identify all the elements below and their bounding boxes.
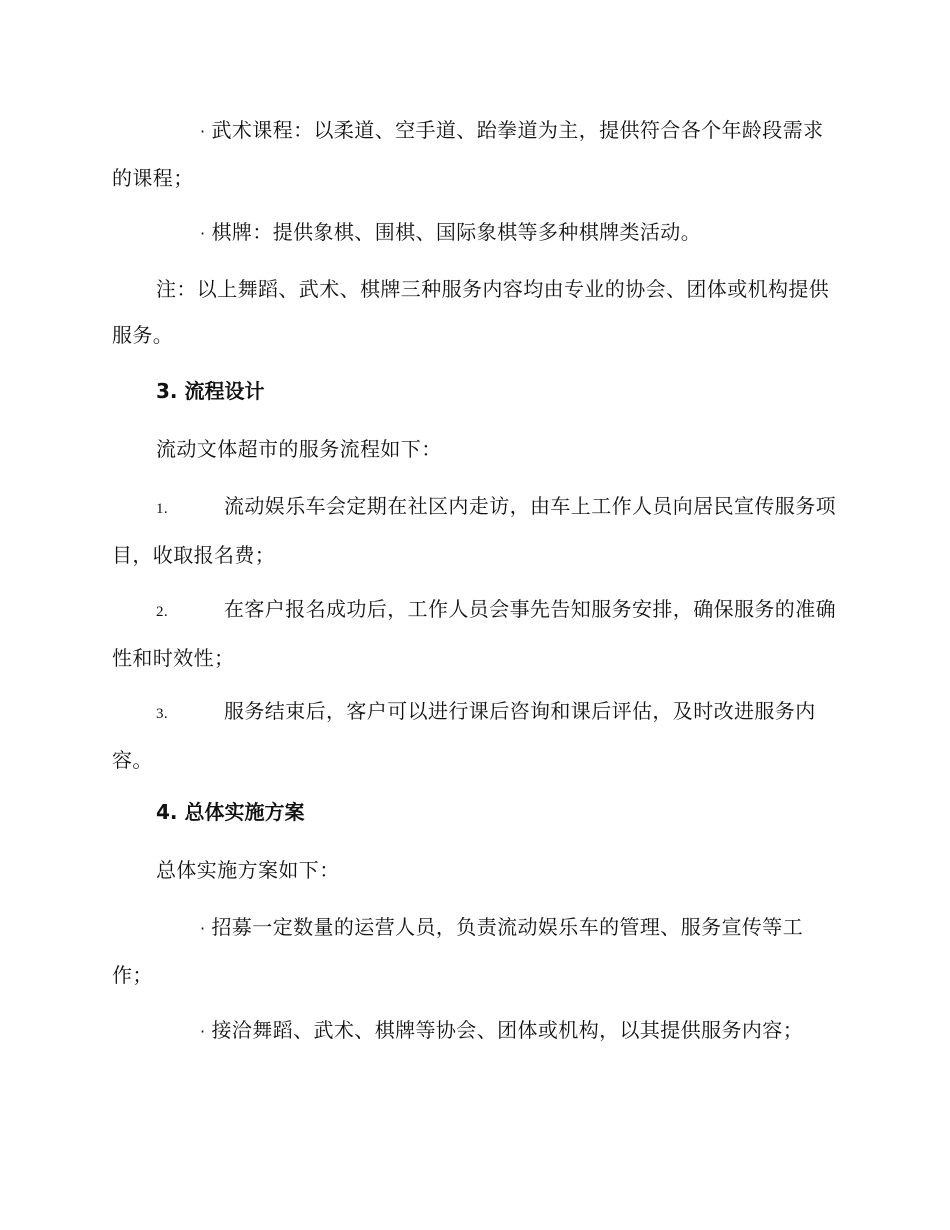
- section-heading-process-design: 3. 流程设计: [156, 379, 265, 403]
- section3-intro: [112, 426, 837, 472]
- paragraph-text: 流动文体超市的服务流程如下：: [156, 437, 442, 461]
- numbered-step-3: [112, 688, 837, 783]
- note-paragraph: [112, 266, 837, 358]
- section-heading-implementation-plan: 4. 总体实施方案: [156, 800, 305, 824]
- paragraph-text: 总体实施方案如下：: [156, 858, 340, 882]
- step-text: 流动娱乐车会定期在社区内走访，由车上工作人员向居民宣传服务项目，收取报名费；: [112, 494, 836, 567]
- bullet-marker: ·: [200, 919, 206, 938]
- numbered-step-2: [112, 586, 837, 681]
- paragraph-text: 接洽舞蹈、武术、棋牌等协会、团体或机构，以其提供服务内容；: [211, 1018, 804, 1042]
- paragraph-text: 招募一定数量的运营人员，负责流动娱乐车的管理、服务宣传等工作；: [112, 915, 804, 987]
- step-text: 在客户报名成功后，工作人员会事先告知服务安排，确保服务的准确性和时效性；: [112, 597, 836, 670]
- bullet-paragraph-chess: [112, 209, 837, 257]
- numbered-step-1: [112, 483, 837, 578]
- step-text: 服务结束后，客户可以进行课后咨询和课后评估，及时改进服务内容。: [112, 699, 816, 772]
- bullet-paragraph-martial-arts: [112, 107, 837, 201]
- step-number: 3.: [156, 706, 169, 722]
- paragraph-text: 棋牌：提供象棋、围棋、国际象棋等多种棋牌类活动。: [211, 220, 702, 244]
- bullet-marker: ·: [200, 1022, 206, 1041]
- bullet-marker: ·: [200, 122, 206, 141]
- bullet-paragraph-recruit: [112, 904, 837, 998]
- bullet-paragraph-partners: [112, 1007, 837, 1055]
- step-number: 1.: [156, 501, 169, 517]
- section4-intro: [112, 847, 837, 893]
- paragraph-text: 注：以上舞蹈、武术、棋牌三种服务内容均由专业的协会、团体或机构提供服务。: [112, 277, 830, 347]
- bullet-marker: ·: [200, 224, 206, 243]
- paragraph-text: 武术课程：以柔道、空手道、跆拳道为主，提供符合各个年龄段需求的课程；: [112, 118, 824, 190]
- step-number: 2.: [156, 604, 169, 620]
